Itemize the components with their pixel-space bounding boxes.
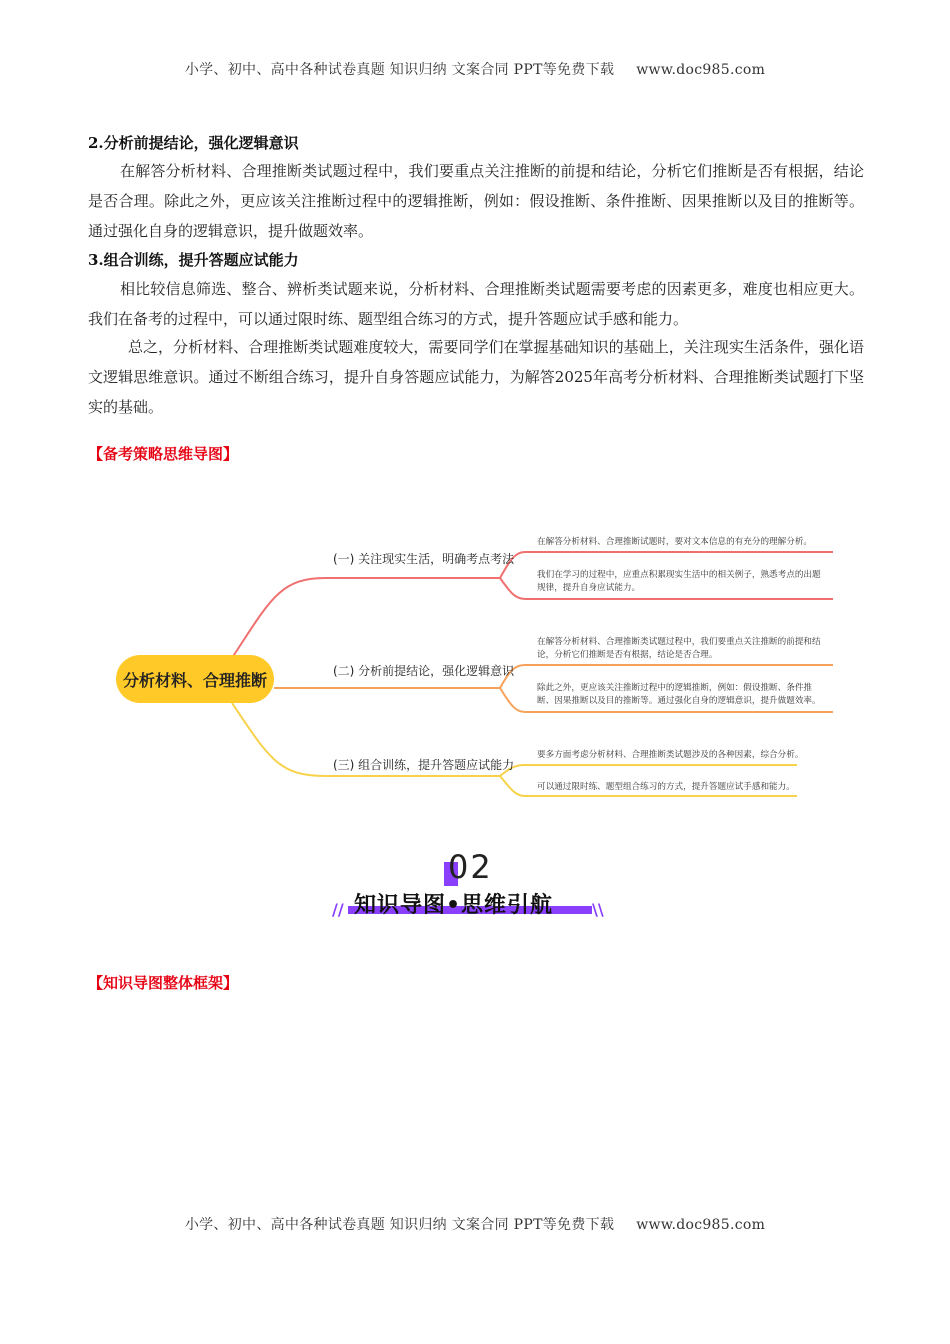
header-text: 小学、初中、高中各种试卷真题 知识归纳 文案合同 PPT等免费下载 [184,62,615,78]
mindmap-leaf-1-1: 在解答分析材料、合理推断试题时，要对文本信息的有充分的理解分析。 [537,537,813,547]
section-title: 知识导图•思维引航 [354,893,554,918]
summary-paragraph: 总之，分析材料、合理推断类试题难度较大，需要同学们在掌握基础知识的基础上，关注现实生活条件，强化语文逻辑思维意识。通过不断组合练习，提升自身答题应试能力，为解答2025年高考分析材料、合理推断类试题打下坚实的基础。 [88,338,864,416]
section-3-paragraph: 相比较信息筛选、整合、辨析类试题来说，分析材料、合理推断类试题需要考虑的因素更多，难度也相应更大。我们在备考的过程中，可以通过限时练、题型组合练习的方式，提升答题应试手感和能力。 [88,280,864,328]
footer-site-link[interactable]: www.doc985.com [636,1217,766,1233]
branch-3-leaf-1-connector [500,765,797,776]
branch-1-connector [232,578,500,658]
footer-text: 小学、初中、高中各种试卷真题 知识归纳 文案合同 PPT等免费下载 [184,1217,615,1233]
mindmap-branch-3: (三) 组合训练，提升答题应试能力 [333,758,515,772]
page-footer [0,1214,950,1234]
mindmap-branch-1: (一) 关注现实生活，明确考点考法 [333,552,515,566]
section-2-paragraph: 在解答分析材料、合理推断类试题过程中，我们要重点关注推断的前提和结论，分析它们推断是否有根据，结论是否合理。除此之外，更应该关注推断过程中的逻辑推断，例如：假设推断、条件推断、因果推断以及目的推断等。通过强化自身的逻辑意识，提升做题效率。 [88,162,864,240]
right-slash-decoration: \\ [592,900,604,919]
mindmap-leaf-2-2: 除此之外，更应该关注推断过程中的逻辑推断，例如：假设推断、条件推断、因果推断以及目的推断等。通过强化自身的逻辑意识，提升做题效率。 [537,683,821,706]
section-number: 02 [448,848,493,886]
mindmap-leaf-2-1: 在解答分析材料、合理推断类试题过程中，我们要重点关注推断的前提和结论，分析它们推断是否有根据，结论是否合理。 [537,637,821,660]
section-2-heading: 2.分析前提结论，强化逻辑意识 [88,134,299,152]
mindmap-root: 分析材料、合理推断 [116,655,274,703]
mindmap-leaf-3-2: 可以通过限时练、题型组合练习的方式，提升答题应试手感和能力。 [537,782,795,792]
mindmap-leaf-3-1: 要多方面考虑分析材料、合理推断类试题涉及的各种因素，综合分析。 [537,750,804,760]
header-site-link[interactable]: www.doc985.com [636,62,766,78]
strategy-mindmap-tag: 【备考策略思维导图】 [88,445,239,463]
left-slash-decoration: // [332,900,344,919]
mindmap-branch-2: (二) 分析前提结论，强化逻辑意识 [333,664,515,678]
section-3-heading: 3.组合训练，提升答题应试能力 [88,251,299,269]
mindmap-leaf-1-2: 我们在学习的过程中，应重点积累现实生活中的相关例子，熟悉考点的出题规律，提升自身应试能力。 [537,570,821,593]
section-banner [330,848,610,928]
framework-tag: 【知识导图整体框架】 [88,974,239,992]
